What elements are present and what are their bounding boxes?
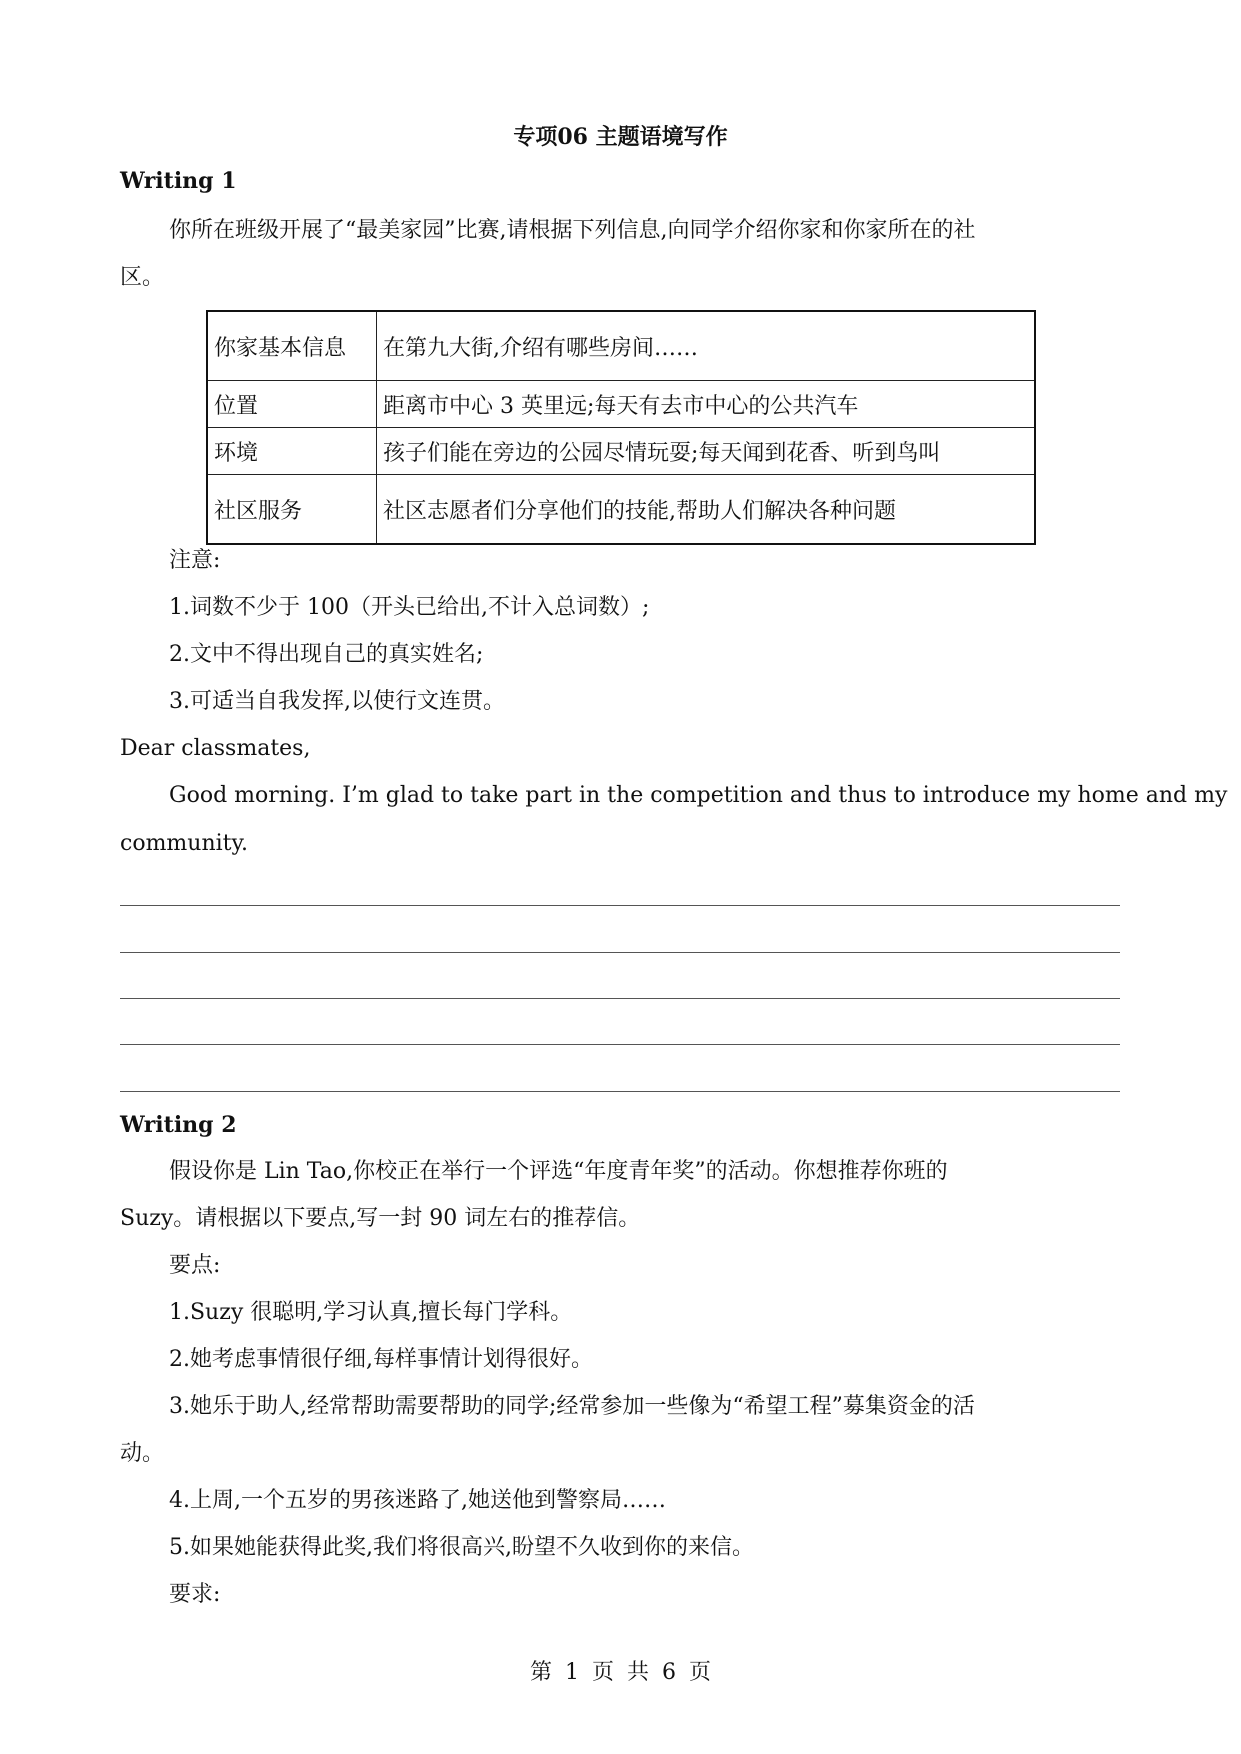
answer-line[interactable]	[120, 1091, 1120, 1092]
table-cell-value: 距离市中心 3 英里远;每天有去市中心的公共汽车	[377, 381, 1036, 428]
table-cell-key: 环境	[207, 428, 377, 475]
table-cell-value: 社区志愿者们分享他们的技能,帮助人们解决各种问题	[377, 475, 1036, 545]
note-item: 2.文中不得出现自己的真实姓名;	[169, 642, 484, 667]
page-footer: 第 1 页 共 6 页	[530, 1660, 711, 1685]
point-item: 2.她考虑事情很仔细,每样事情计划得很好。	[169, 1347, 593, 1372]
table-row	[207, 381, 1035, 428]
writing1-prompt-line2: 区。	[120, 265, 165, 290]
table-row	[207, 475, 1035, 545]
opening-line2: community.	[120, 831, 249, 856]
point-item: 1.Suzy 很聪明,学习认真,擅长每门学科。	[169, 1300, 573, 1325]
writing1-heading: Writing 1	[120, 168, 237, 194]
answer-line[interactable]	[120, 998, 1120, 999]
table-cell-key: 你家基本信息	[207, 311, 377, 381]
table-cell-key: 位置	[207, 381, 377, 428]
answer-line[interactable]	[120, 952, 1120, 953]
table-cell-value: 在第九大街,介绍有哪些房间……	[377, 311, 1036, 381]
points-label: 要点:	[169, 1253, 221, 1278]
point-item-continued: 动。	[120, 1441, 165, 1466]
note-item: 1.词数不少于 100（开头已给出,不计入总词数）;	[169, 595, 650, 620]
note-item: 3.可适当自我发挥,以使行文连贯。	[169, 689, 505, 714]
opening-line1: Good morning. I’m glad to take part in the competition and thus to introduce my home and my	[169, 783, 1228, 808]
page-title: 专项06 主题语境写作	[513, 124, 728, 150]
salutation: Dear classmates,	[120, 736, 311, 761]
requirements-label: 要求:	[169, 1582, 221, 1607]
answer-line[interactable]	[120, 1044, 1120, 1045]
table-row	[207, 311, 1035, 381]
writing1-prompt-line1: 你所在班级开展了“最美家园”比赛,请根据下列信息,向同学介绍你家和你家所在的社	[169, 218, 976, 243]
writing2-prompt-line2: Suzy。请根据以下要点,写一封 90 词左右的推荐信。	[120, 1206, 641, 1231]
info-table	[206, 310, 1036, 545]
table-cell-key: 社区服务	[207, 475, 377, 545]
point-item: 4.上周,一个五岁的男孩迷路了,她送他到警察局……	[169, 1488, 666, 1513]
notes-label: 注意:	[169, 548, 221, 573]
point-item: 3.她乐于助人,经常帮助需要帮助的同学;经常参加一些像为“希望工程”募集资金的活	[169, 1394, 975, 1419]
answer-line[interactable]	[120, 905, 1120, 906]
table-cell-value: 孩子们能在旁边的公园尽情玩耍;每天闻到花香、听到鸟叫	[377, 428, 1036, 475]
writing2-heading: Writing 2	[120, 1112, 237, 1138]
point-item: 5.如果她能获得此奖,我们将很高兴,盼望不久收到你的来信。	[169, 1535, 754, 1560]
table-row	[207, 428, 1035, 475]
writing2-prompt-line1: 假设你是 Lin Tao,你校正在举行一个评选“年度青年奖”的活动。你想推荐你班的	[169, 1159, 948, 1184]
